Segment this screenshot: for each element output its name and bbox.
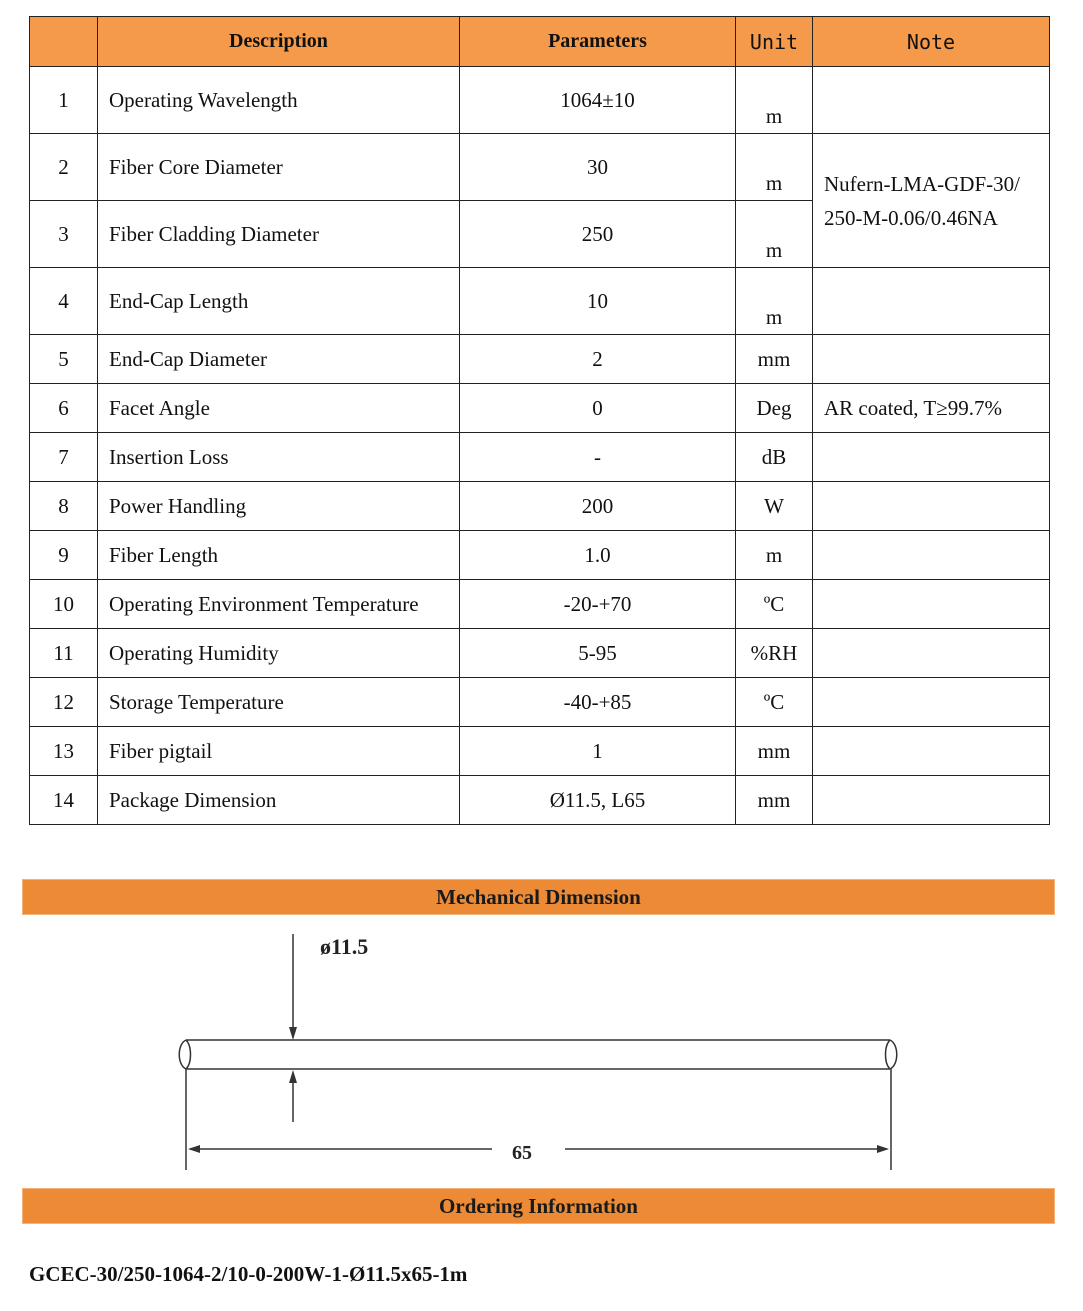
row-number: 11 (30, 629, 98, 678)
row-unit: m (736, 268, 813, 335)
row-number: 3 (30, 201, 98, 268)
header-unit: Unit (736, 17, 813, 67)
row-number: 10 (30, 580, 98, 629)
row-unit: m (736, 134, 813, 201)
row-number: 1 (30, 67, 98, 134)
row-description: Insertion Loss (98, 433, 460, 482)
row-unit: mm (736, 335, 813, 384)
row-unit: m (736, 201, 813, 268)
cylinder-left-cap (179, 1040, 186, 1069)
table-row (30, 268, 1050, 335)
row-description: Storage Temperature (98, 678, 460, 727)
fiber-note-line2: 250-M-0.06/0.46NA (824, 205, 998, 230)
diameter-arrowhead-top (289, 1027, 297, 1040)
ordering-code: GCEC-30/250-1064-2/10-0-200W-1-Ø11.5x65-1m (29, 1262, 468, 1286)
row-note (813, 531, 1050, 580)
row-description: Fiber Length (98, 531, 460, 580)
row-note (813, 67, 1050, 134)
row-unit: dB (736, 433, 813, 482)
row-unit: ºC (736, 580, 813, 629)
row-note: AR coated, T≥99.7% (813, 384, 1050, 433)
length-arrowhead-left (188, 1145, 200, 1153)
row-number: 13 (30, 727, 98, 776)
spec-table (29, 16, 1050, 825)
diameter-arrowhead-bottom (289, 1070, 297, 1083)
cylinder-right-cap (890, 1040, 897, 1069)
diameter-label: ø11.5 (320, 934, 369, 959)
row-description: Package Dimension (98, 776, 460, 825)
cylinder-right-rim (886, 1040, 891, 1069)
row-unit: mm (736, 776, 813, 825)
row-description: End-Cap Length (98, 268, 460, 335)
length-arrowhead-right (877, 1145, 889, 1153)
header-note: Note (813, 17, 1050, 67)
fiber-note-line1: Nufern-LMA-GDF-30/ (824, 171, 1020, 196)
row-number: 7 (30, 433, 98, 482)
length-label: 65 (512, 1142, 532, 1164)
row-description: Fiber Cladding Diameter (98, 201, 460, 268)
row-description: Fiber Core Diameter (98, 134, 460, 201)
row-unit: W (736, 482, 813, 531)
row-parameter: 5-95 (460, 629, 736, 678)
table-row (30, 678, 1050, 727)
row-number: 5 (30, 335, 98, 384)
row-note (813, 335, 1050, 384)
row-number: 9 (30, 531, 98, 580)
row-description: Operating Wavelength (98, 67, 460, 134)
table-row (30, 433, 1050, 482)
header-no (30, 17, 98, 67)
row-parameter: Ø11.5, L65 (460, 776, 736, 825)
row-unit: ºC (736, 678, 813, 727)
table-row (30, 727, 1050, 776)
row-number: 12 (30, 678, 98, 727)
table-row (30, 776, 1050, 825)
fiber-note (813, 134, 1050, 268)
ordering-information-header: Ordering Information (22, 1188, 1055, 1224)
row-description: Operating Environment Temperature (98, 580, 460, 629)
row-description: Fiber pigtail (98, 727, 460, 776)
row-parameter: 2 (460, 335, 736, 384)
row-note (813, 727, 1050, 776)
row-parameter: 1.0 (460, 531, 736, 580)
row-unit: Deg (736, 384, 813, 433)
row-number: 8 (30, 482, 98, 531)
row-unit: m (736, 67, 813, 134)
row-number: 2 (30, 134, 98, 201)
table-row (30, 531, 1050, 580)
row-parameter: 0 (460, 384, 736, 433)
row-description: End-Cap Diameter (98, 335, 460, 384)
row-parameter: -40-+85 (460, 678, 736, 727)
row-note (813, 580, 1050, 629)
row-number: 4 (30, 268, 98, 335)
row-note (813, 268, 1050, 335)
row-parameter: 250 (460, 201, 736, 268)
header-description: Description (98, 17, 460, 67)
row-parameter: -20-+70 (460, 580, 736, 629)
row-description: Power Handling (98, 482, 460, 531)
row-note (813, 678, 1050, 727)
table-row (30, 629, 1050, 678)
row-number: 14 (30, 776, 98, 825)
row-note (813, 482, 1050, 531)
row-unit: mm (736, 727, 813, 776)
row-unit: m (736, 531, 813, 580)
row-parameter: 30 (460, 134, 736, 201)
table-row (30, 580, 1050, 629)
row-parameter: 10 (460, 268, 736, 335)
row-unit: %RH (736, 629, 813, 678)
row-description: Facet Angle (98, 384, 460, 433)
cylinder-left-rim (186, 1040, 191, 1069)
row-parameter: - (460, 433, 736, 482)
row-parameter: 1 (460, 727, 736, 776)
table-row (30, 482, 1050, 531)
row-note (813, 433, 1050, 482)
row-description: Operating Humidity (98, 629, 460, 678)
mechanical-dimension-header: Mechanical Dimension (22, 879, 1055, 915)
table-row (30, 384, 1050, 433)
row-note (813, 776, 1050, 825)
table-header-row (30, 17, 1050, 67)
row-parameter: 1064±10 (460, 67, 736, 134)
mechanical-drawing (0, 920, 1083, 1185)
row-number: 6 (30, 384, 98, 433)
header-parameters: Parameters (460, 17, 736, 67)
table-row (30, 335, 1050, 384)
row-parameter: 200 (460, 482, 736, 531)
row-note (813, 629, 1050, 678)
table-row (30, 67, 1050, 134)
table-row (30, 134, 1050, 201)
